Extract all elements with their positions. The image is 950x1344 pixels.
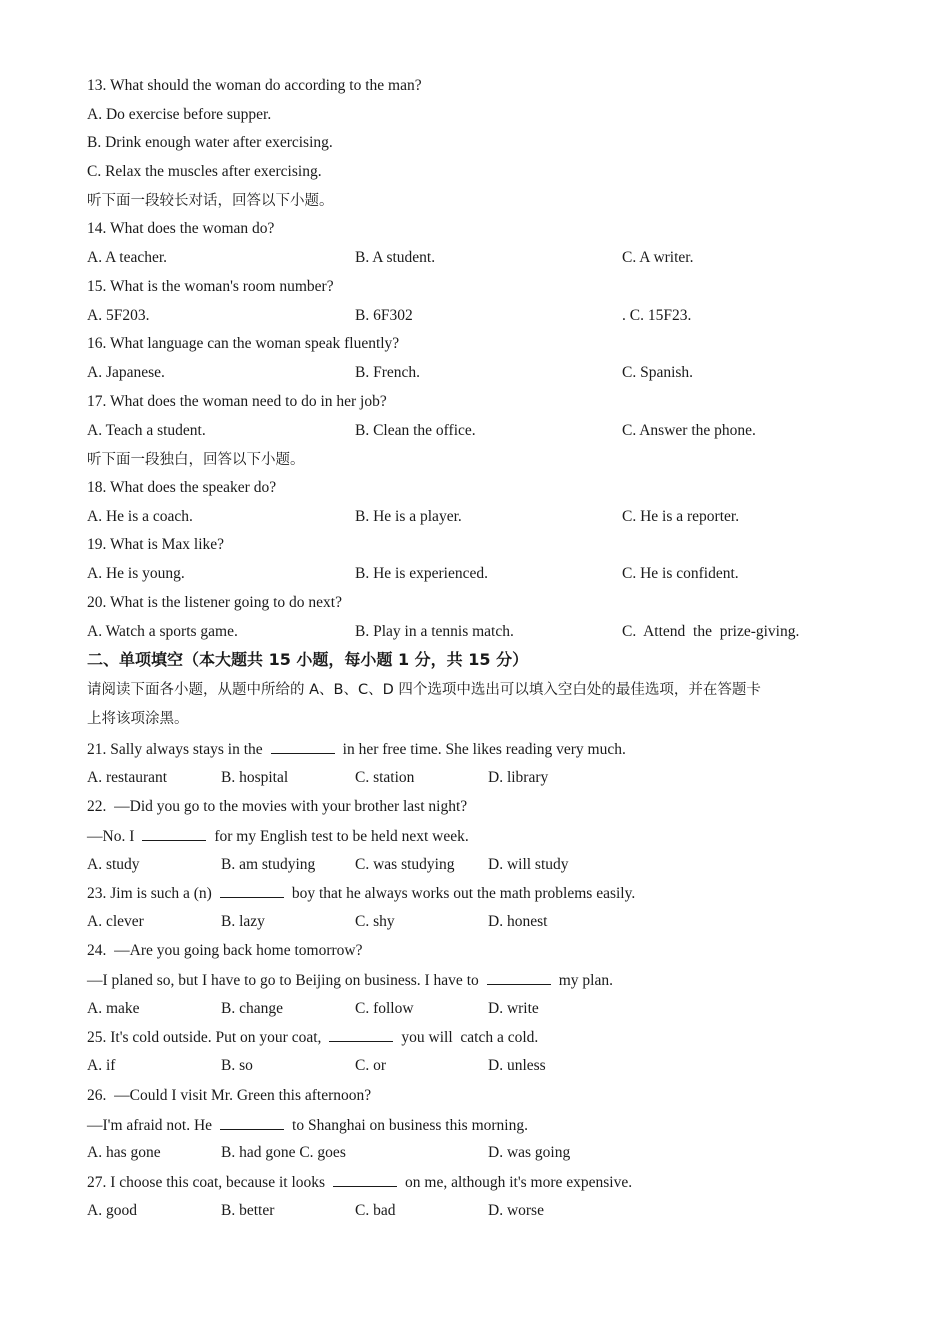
q25-option-d: D. unless (488, 1057, 546, 1074)
q21-stem-post: in her free time. She likes reading very much. (342, 741, 626, 758)
q25-stem (87, 1027, 538, 1048)
q14-stem: 14. What does the woman do? (87, 220, 275, 237)
q13-option-a: A. Do exercise before supper. (87, 106, 272, 123)
q21-option-a: A. restaurant (87, 769, 168, 786)
q22-blank (142, 826, 206, 841)
q27-blank (333, 1172, 397, 1187)
q19-option-a: A. He is young. (87, 565, 185, 582)
q15-option-a: A. 5F203. (87, 307, 150, 324)
q25-option-b: B. so (221, 1057, 253, 1074)
q25-option-c: C. or (355, 1057, 386, 1074)
q27-stem-post: on me, although it's more expensive. (405, 1174, 633, 1191)
q23-blank (220, 883, 284, 898)
section2-instruction-line1: 请阅读下面各小题，从题中所给的 A、B、C、D 四个选项中选出可以填入空白处的最佳选项，并在答题卡 (87, 682, 761, 698)
q26-line2 (87, 1115, 528, 1136)
q23-stem-pre: 23. Jim is such a (n) (87, 885, 212, 902)
q26-option-d: D. was going (488, 1144, 571, 1161)
q16-option-c: C. Spanish. (622, 364, 694, 381)
q27-stem (87, 1172, 632, 1193)
q26-option-a: A. has gone (87, 1144, 161, 1161)
q22-line2 (87, 826, 469, 847)
q26-stem-post: to Shanghai on business this morning. (292, 1117, 528, 1134)
q23-option-a: A. clever (87, 913, 144, 930)
q27-stem-pre: 27. I choose this coat, because it looks (87, 1174, 326, 1191)
q21-stem-pre: 21. Sally always stays in the (87, 741, 263, 758)
q24-option-d: D. write (488, 1000, 539, 1017)
q17-option-b: B. Clean the office. (355, 422, 476, 439)
q14-option-a: A. A teacher. (87, 249, 168, 266)
instruction-long-dialogue: 听下面一段较长对话，回答以下小题。 (87, 193, 334, 209)
q21-blank (271, 739, 335, 754)
section2-instruction-line2: 上将该项涂黑。 (87, 711, 189, 727)
q24-line2 (87, 970, 613, 991)
q13-stem: 13. What should the woman do according to the man? (87, 77, 422, 94)
q22-option-d: D. will study (488, 856, 569, 873)
q23-option-d: D. honest (488, 913, 548, 930)
q21-option-d: D. library (488, 769, 549, 786)
q18-stem: 18. What does the speaker do? (87, 479, 277, 496)
section2-heading: 二、单项填空（本大题共 15 小题，每小题 1 分，共 15 分） (87, 650, 529, 669)
q13-option-b: B. Drink enough water after exercising. (87, 134, 333, 151)
q24-stem-pre: —I planed so, but I have to go to Beijing on business. I have to (87, 972, 479, 989)
q22-stem-pre: —No. I (87, 828, 135, 845)
q14-option-c: C. A writer. (622, 249, 694, 266)
q15-stem: 15. What is the woman's room number? (87, 278, 334, 295)
q13-option-c: C. Relax the muscles after exercising. (87, 163, 322, 180)
q24-option-c: C. follow (355, 1000, 414, 1017)
q17-stem: 17. What does the woman need to do in her job? (87, 393, 387, 410)
q26-stem-pre: —I'm afraid not. He (87, 1117, 213, 1134)
q21-stem (87, 739, 626, 760)
q23-option-c: C. shy (355, 913, 395, 930)
q14-option-b: B. A student. (355, 249, 436, 266)
q25-stem-post: you will catch a cold. (401, 1029, 539, 1046)
q16-option-a: A. Japanese. (87, 364, 165, 381)
q20-option-a: A. Watch a sports game. (87, 623, 238, 640)
q26-blank (220, 1115, 284, 1130)
q24-option-a: A. make (87, 1000, 140, 1017)
q20-option-b: B. Play in a tennis match. (355, 623, 514, 640)
q25-stem-pre: 25. It's cold outside. Put on your coat, (87, 1029, 322, 1046)
q24-stem-post: my plan. (558, 972, 613, 989)
q16-option-b: B. French. (355, 364, 421, 381)
q23-stem-post: boy that he always works out the math problems easily. (291, 885, 636, 902)
q26-line1: 26. —Could I visit Mr. Green this afternoon? (87, 1087, 372, 1104)
q17-option-a: A. Teach a student. (87, 422, 206, 439)
q26-option-bc: B. had gone C. goes (221, 1144, 346, 1161)
q24-option-b: B. change (221, 1000, 283, 1017)
q16-stem: 16. What language can the woman speak fluently? (87, 335, 400, 352)
q19-option-c: C. He is confident. (622, 565, 739, 582)
instruction-monologue: 听下面一段独白，回答以下小题。 (87, 452, 305, 468)
q20-option-c: C. Attend the prize-giving. (622, 623, 800, 640)
q22-stem-post: for my English test to be held next week. (214, 828, 469, 845)
q21-option-b: B. hospital (221, 769, 289, 786)
q23-stem (87, 883, 635, 904)
q27-option-b: B. better (221, 1202, 275, 1219)
q27-option-a: A. good (87, 1202, 137, 1219)
q22-line1: 22. —Did you go to the movies with your brother last night? (87, 798, 468, 815)
q24-line1: 24. —Are you going back home tomorrow? (87, 942, 363, 959)
q23-option-b: B. lazy (221, 913, 265, 930)
q20-stem: 20. What is the listener going to do next? (87, 594, 342, 611)
q22-option-a: A. study (87, 856, 140, 873)
q27-option-d: D. worse (488, 1202, 544, 1219)
q18-option-a: A. He is a coach. (87, 508, 193, 525)
q19-option-b: B. He is experienced. (355, 565, 488, 582)
q21-option-c: C. station (355, 769, 415, 786)
q25-blank (329, 1027, 393, 1042)
q17-option-c: C. Answer the phone. (622, 422, 756, 439)
q18-option-b: B. He is a player. (355, 508, 462, 525)
q15-option-b: B. 6F302 (355, 307, 413, 324)
q22-option-c: C. was studying (355, 856, 455, 873)
q25-option-a: A. if (87, 1057, 116, 1074)
q24-blank (487, 970, 551, 985)
q22-option-b: B. am studying (221, 856, 316, 873)
q18-option-c: C. He is a reporter. (622, 508, 740, 525)
q19-stem: 19. What is Max like? (87, 536, 225, 553)
q27-option-c: C. bad (355, 1202, 396, 1219)
q15-option-c: . C. 15F23. (622, 307, 692, 324)
